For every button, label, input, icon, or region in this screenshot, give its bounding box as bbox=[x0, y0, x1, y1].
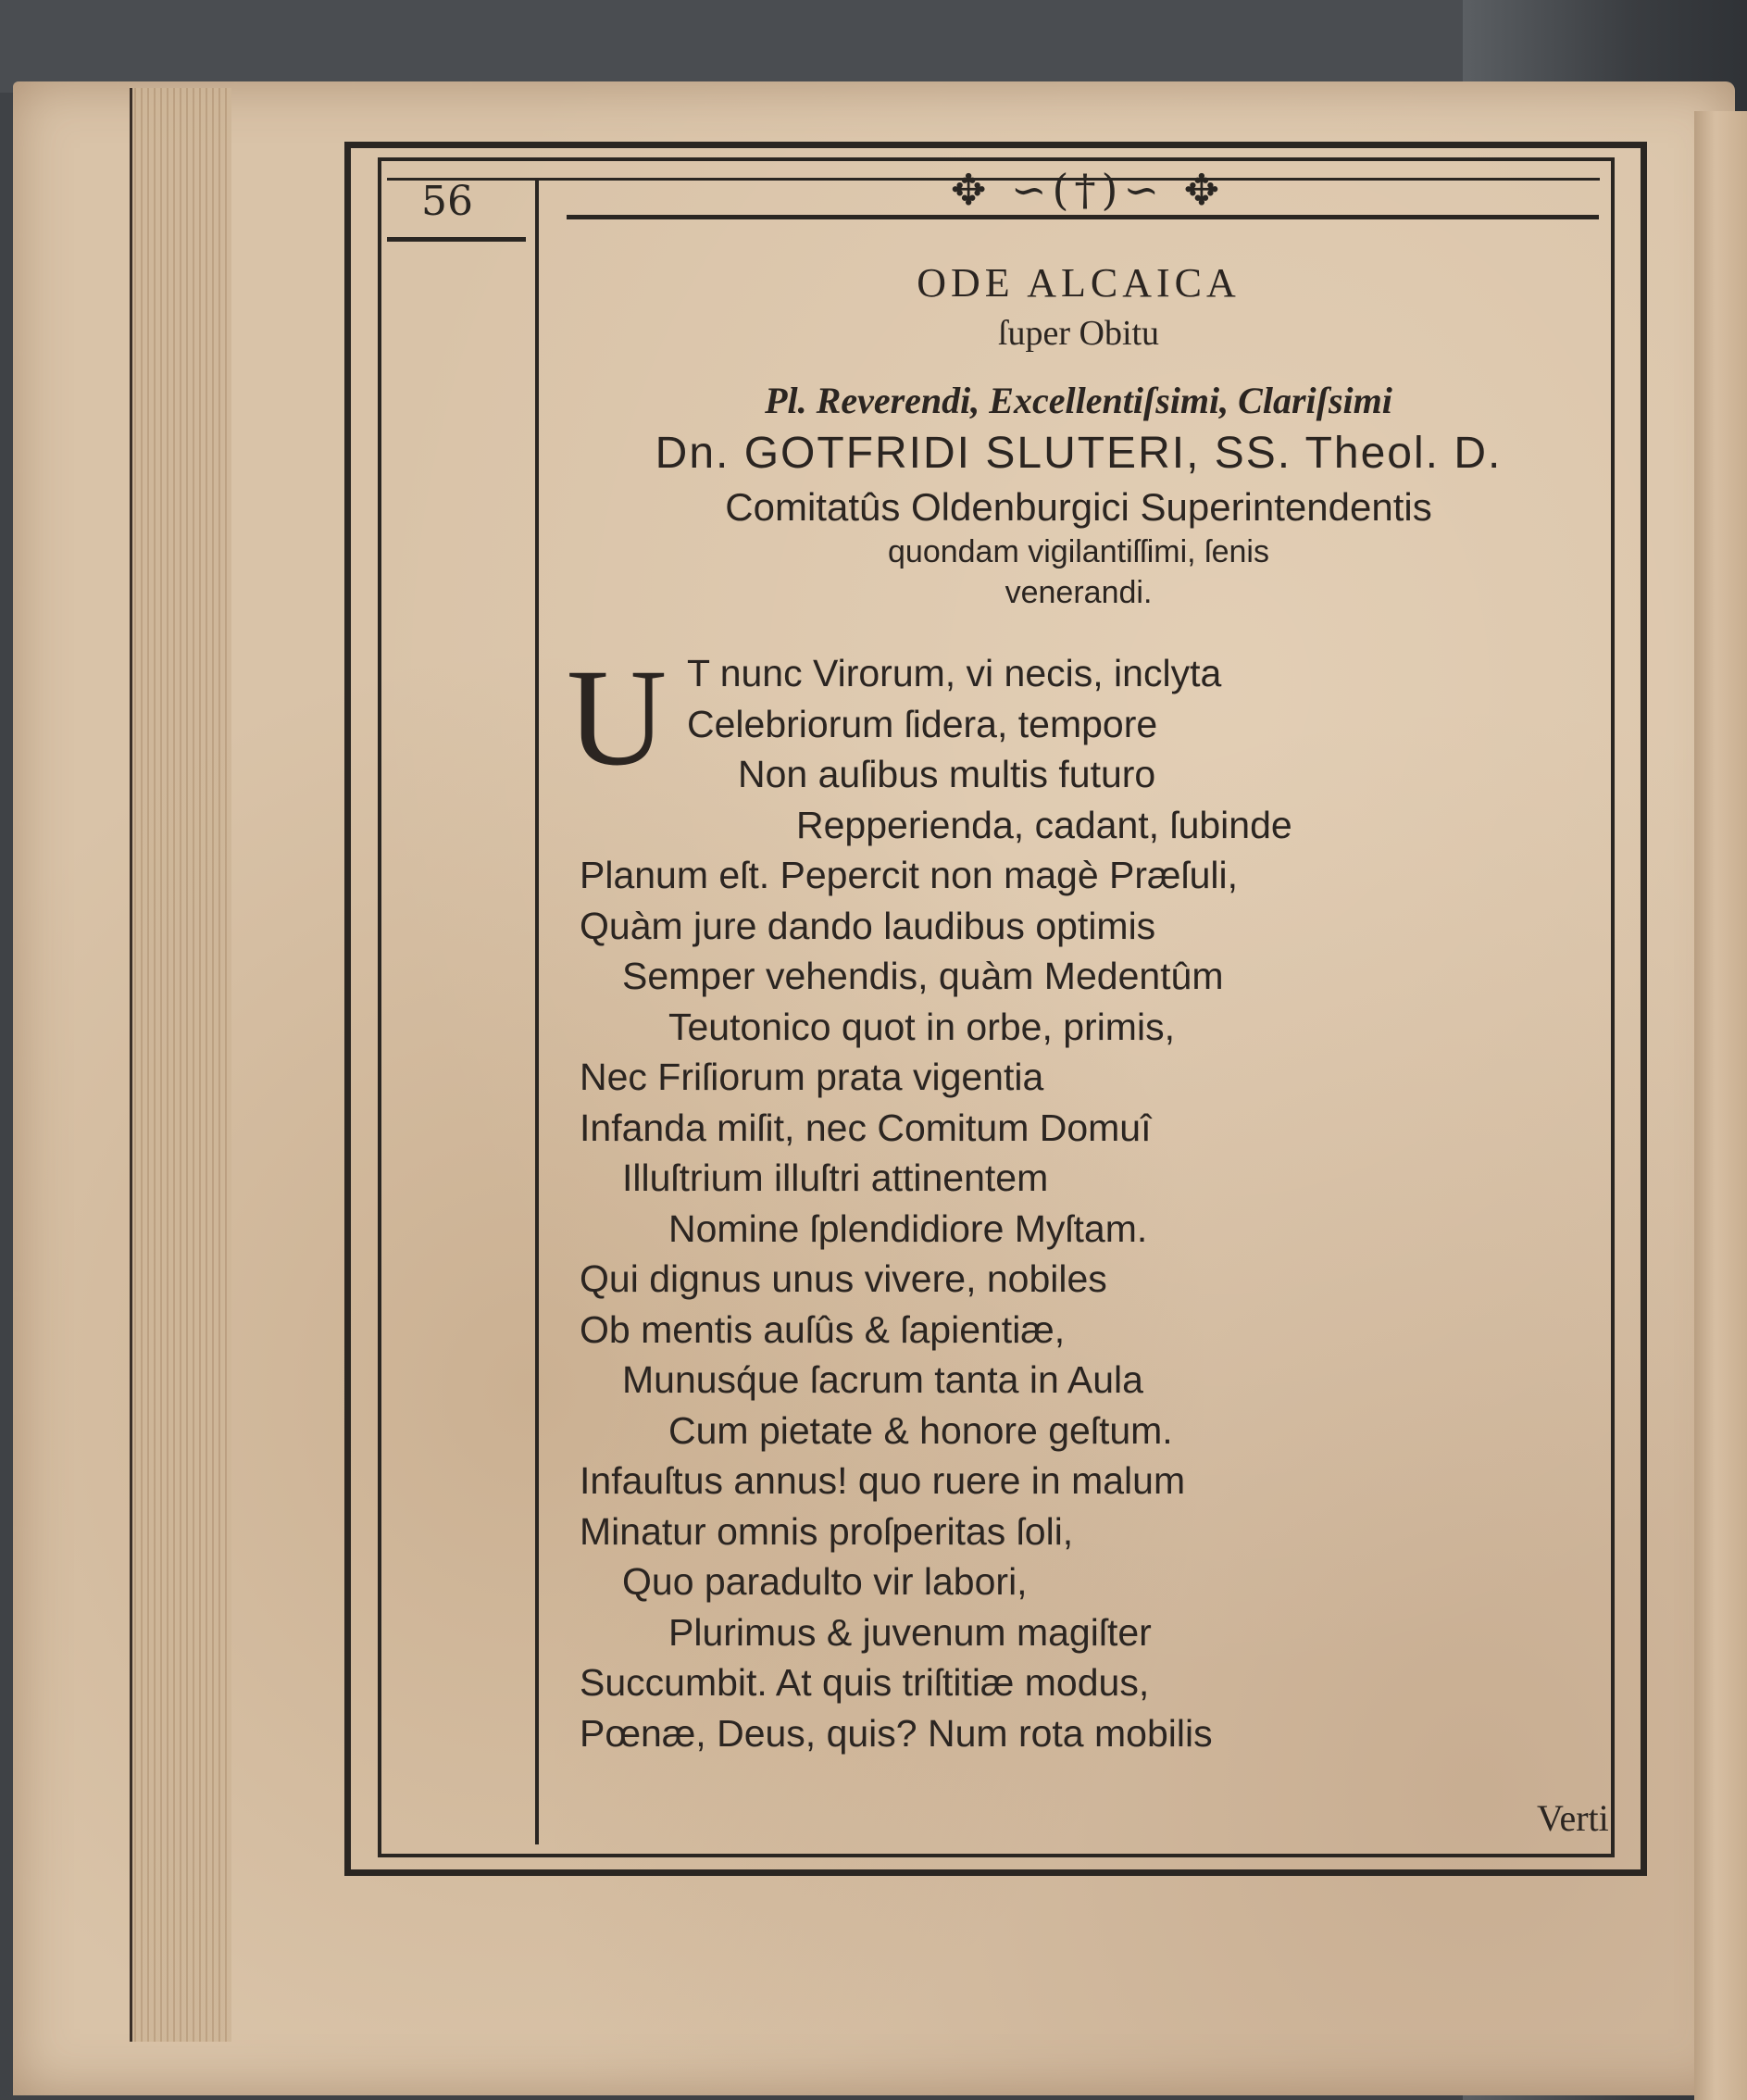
poem-verses bbox=[567, 641, 1585, 1758]
verse-line: Semper vehendis, quàm Medentûm bbox=[622, 955, 1224, 997]
verse-line: Quo paradulto vir labori, bbox=[622, 1560, 1028, 1603]
honorifics-line: Pl. Reverendi, Excellentiſsimi, Clariſsimi bbox=[765, 379, 1392, 421]
verse-line: Succumbit. At quis triſtitiæ modus, bbox=[580, 1661, 1150, 1704]
page-edge-line bbox=[130, 88, 132, 2042]
heading-line-1: Comitatûs Oldenburgici Superintendentis bbox=[725, 484, 1432, 529]
margin-column-rule bbox=[535, 178, 539, 1844]
page-number-rule bbox=[387, 237, 526, 242]
page-edge-stack bbox=[130, 88, 231, 2042]
verse-line: Repperienda, cadant, ſubinde bbox=[796, 803, 1292, 846]
verse-line: Celebriorum ſidera, tempore bbox=[687, 702, 1158, 745]
verse-line: Minatur omnis proſperitas ſoli, bbox=[580, 1509, 1074, 1553]
adjacent-page-edge bbox=[1694, 111, 1747, 2100]
verse-line: Munusq́ue ſacrum tanta in Aula bbox=[622, 1358, 1143, 1401]
verse-line: Cum pietate & honore geſtum. bbox=[668, 1408, 1173, 1452]
verse-line: Ob mentis auſûs & ſapientiæ, bbox=[580, 1307, 1066, 1351]
verse-line: Infauſtus annus! quo ruere in malum bbox=[580, 1459, 1186, 1502]
drop-capital: U bbox=[567, 641, 668, 794]
heading-line-3: venerandi. bbox=[1005, 575, 1153, 611]
verse-line: T nunc Virorum, vi necis, inclyta bbox=[687, 652, 1222, 694]
heading-line-2: quondam vigilantiſſimi, ſenis bbox=[888, 534, 1269, 570]
verse-line: Qui dignus unus vivere, nobiles bbox=[580, 1257, 1107, 1300]
ode-title: ODE ALCAICA bbox=[917, 260, 1241, 306]
header-rule bbox=[567, 215, 1599, 219]
verse-line: Infanda miſit, nec Comitum Domuî bbox=[580, 1106, 1152, 1149]
catchword: Verti bbox=[1537, 1797, 1609, 1839]
dedicatee-name: Dn. GOTFRIDI SLUTERI, SS. Theol. D. bbox=[655, 428, 1503, 478]
verse-line: Teutonico quot in orbe, primis, bbox=[668, 1005, 1175, 1048]
verse-line: Pœnæ, Deus, quis? Num rota mobilis bbox=[580, 1711, 1213, 1755]
page-number: 56 bbox=[421, 178, 473, 225]
ode-subtitle: ſuper Obitu bbox=[997, 313, 1160, 353]
verse-line: Illuſtrium illuſtri attinentem bbox=[622, 1156, 1049, 1199]
verse-line: Quàm jure dando laudibus optimis bbox=[580, 904, 1156, 947]
verse-line: Non auſibus multis futuro bbox=[738, 753, 1156, 795]
verse-line: Plurimus & juvenum magiſter bbox=[668, 1610, 1152, 1654]
heading-block bbox=[555, 259, 1602, 611]
verse-line: Nec Friſiorum prata vigentia bbox=[580, 1056, 1044, 1098]
header-ornament: ✥ ∽(†)∽ ✥ bbox=[950, 165, 1226, 215]
verse-line: Nomine ſplendidiore Myſtam. bbox=[668, 1206, 1148, 1250]
verse-line: Planum eſt. Pepercit non magè Præſuli, bbox=[580, 854, 1239, 896]
